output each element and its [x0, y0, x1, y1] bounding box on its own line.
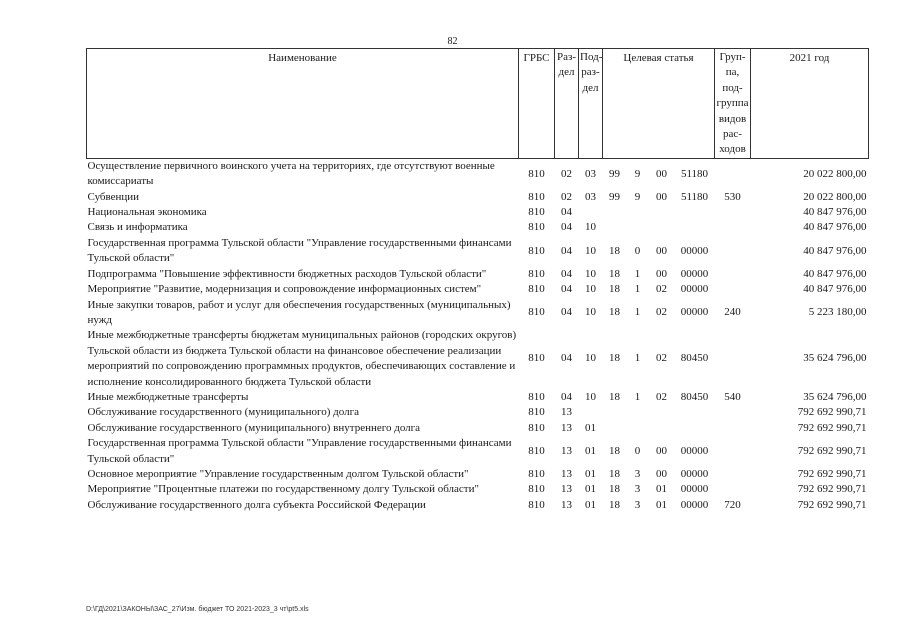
table-row — [87, 190, 869, 205]
row-target-event: 01 — [656, 483, 667, 496]
row-name: Мероприятие "Развитие, модернизация и сопровождение информационных систем" — [87, 283, 482, 296]
row-target-direction: 00000 — [680, 498, 709, 511]
row-expense-type — [715, 267, 751, 282]
table-row — [87, 498, 869, 513]
row-grbs: 810 — [528, 390, 545, 403]
header-row — [87, 49, 869, 159]
row-target-event: 02 — [656, 306, 667, 319]
row-grbs: 810 — [528, 498, 545, 511]
header-name: Наименование — [87, 49, 519, 159]
row-name: Иные межбюджетные трансферты — [87, 390, 249, 403]
row-target-event: 00 — [656, 267, 667, 280]
row-target-program: 18 — [609, 267, 620, 280]
row-podrazdel: 01 — [585, 498, 596, 511]
row-amount: 40 847 976,00 — [803, 221, 867, 234]
row-target-direction — [675, 220, 715, 235]
row-target-subprogram: 9 — [634, 190, 641, 203]
row-name: Государственная программа Тульской области "Управление государственными финансами Тульской области" — [87, 236, 512, 265]
table-row — [87, 158, 869, 189]
row-target-program: 18 — [609, 498, 620, 511]
row-target-event: 00 — [656, 244, 667, 257]
row-expense-type — [715, 282, 751, 297]
row-target-subprogram: 1 — [634, 306, 641, 319]
row-target-subprogram: 1 — [634, 283, 641, 296]
row-podrazdel — [579, 405, 603, 420]
row-amount: 792 692 990,71 — [797, 467, 867, 480]
row-grbs: 810 — [528, 221, 545, 234]
row-target-subprogram — [627, 405, 649, 420]
row-podrazdel: 10 — [585, 244, 596, 257]
row-expense-type — [715, 467, 751, 482]
row-razdel: 13 — [561, 444, 572, 457]
table-row — [87, 236, 869, 267]
row-name: Осуществление первичного воинского учета на территориях, где отсутствуют военные комиссариаты — [87, 159, 495, 188]
row-target-subprogram: 1 — [634, 267, 641, 280]
row-expense-type — [715, 158, 751, 189]
row-target-event: 02 — [656, 352, 667, 365]
row-podrazdel: 01 — [585, 467, 596, 480]
row-target-direction: 51180 — [680, 190, 709, 203]
row-target-subprogram: 1 — [634, 390, 641, 403]
row-target-subprogram: 3 — [634, 483, 641, 496]
table-row — [87, 436, 869, 467]
row-expense-type — [715, 220, 751, 235]
row-amount: 40 847 976,00 — [803, 283, 867, 296]
row-target-program: 18 — [609, 390, 620, 403]
row-amount: 792 692 990,71 — [797, 406, 867, 419]
row-name: Субвенции — [87, 190, 140, 203]
row-amount: 40 847 976,00 — [803, 267, 867, 280]
row-target-program: 18 — [609, 483, 620, 496]
row-target-subprogram: 3 — [634, 498, 641, 511]
row-razdel: 13 — [561, 483, 572, 496]
row-amount: 40 847 976,00 — [803, 244, 867, 257]
table-row — [87, 267, 869, 282]
row-name: Связь и информатика — [87, 221, 188, 234]
row-razdel: 13 — [561, 467, 572, 480]
row-grbs: 810 — [528, 244, 545, 257]
row-grbs: 810 — [528, 167, 545, 180]
row-grbs: 810 — [528, 206, 545, 219]
row-target-program — [603, 405, 627, 420]
row-target-program: 18 — [609, 306, 620, 319]
row-target-direction — [675, 205, 715, 220]
row-razdel: 04 — [561, 221, 572, 234]
row-target-direction: 00000 — [680, 267, 709, 280]
row-target-program: 99 — [609, 167, 620, 180]
header-podrazdel: Под- раз- дел — [579, 49, 603, 159]
row-target-program — [603, 205, 627, 220]
row-podrazdel: 01 — [585, 483, 596, 496]
row-target-subprogram — [627, 421, 649, 436]
row-target-direction: 80450 — [680, 352, 709, 365]
row-name: Иные закупки товаров, работ и услуг для обеспечения государственных (муниципальных) нужд — [87, 298, 511, 326]
table-row — [87, 405, 869, 420]
row-target-direction — [675, 405, 715, 420]
row-grbs: 810 — [528, 283, 545, 296]
row-target-direction: 00000 — [680, 467, 709, 480]
row-target-direction: 80450 — [680, 390, 709, 403]
row-grbs: 810 — [528, 306, 545, 319]
row-target-subprogram: 0 — [634, 444, 641, 457]
table-row — [87, 390, 869, 405]
row-expense-type — [715, 236, 751, 267]
row-podrazdel: 03 — [585, 190, 596, 203]
row-expense-type — [715, 482, 751, 497]
row-target-event: 00 — [656, 190, 667, 203]
table-row — [87, 298, 869, 329]
row-razdel: 13 — [561, 498, 572, 511]
row-amount: 35 624 796,00 — [803, 352, 867, 365]
row-razdel: 04 — [561, 206, 572, 219]
row-expense-type — [715, 205, 751, 220]
row-target-direction: 00000 — [680, 483, 709, 496]
row-target-subprogram — [627, 205, 649, 220]
row-target-program: 18 — [609, 444, 620, 457]
table-row — [87, 220, 869, 235]
row-razdel: 04 — [561, 352, 572, 365]
row-amount: 35 624 796,00 — [803, 390, 867, 403]
table-row — [87, 282, 869, 297]
row-grbs: 810 — [528, 352, 545, 365]
row-razdel: 04 — [561, 244, 572, 257]
row-target-program: 18 — [609, 244, 620, 257]
row-expense-type — [715, 421, 751, 436]
row-razdel: 04 — [561, 390, 572, 403]
row-podrazdel: 03 — [585, 167, 596, 180]
row-target-event: 00 — [656, 444, 667, 457]
row-amount: 792 692 990,71 — [797, 498, 867, 511]
row-razdel: 02 — [561, 167, 572, 180]
row-podrazdel: 10 — [585, 306, 596, 319]
page-number: 82 — [447, 36, 458, 47]
header-target: Целевая статья — [603, 49, 715, 159]
row-target-direction: 00000 — [680, 306, 709, 319]
row-amount: 20 022 800,00 — [803, 167, 867, 180]
row-target-event: 02 — [656, 390, 667, 403]
row-razdel: 04 — [561, 306, 572, 319]
row-name: Обслуживание государственного (муниципального) внутреннего долга — [87, 421, 421, 434]
row-podrazdel: 01 — [585, 421, 596, 434]
row-podrazdel — [579, 205, 603, 220]
row-name: Обслуживание государственного (муниципального) долга — [87, 406, 360, 419]
row-target-program: 18 — [609, 352, 620, 365]
table-row — [87, 205, 869, 220]
row-expense-type: 720 — [724, 498, 741, 511]
row-target-program: 18 — [609, 283, 620, 296]
header-razdel: Раз- дел — [555, 49, 579, 159]
row-target-event: 01 — [656, 498, 667, 511]
header-grbs: ГРБС — [519, 49, 555, 159]
header-vid: Груп- па, под- группа видов рас- ходов — [715, 49, 751, 159]
row-target-subprogram: 3 — [634, 467, 641, 480]
row-grbs: 810 — [528, 190, 545, 203]
header-year: 2021 год — [751, 49, 869, 159]
row-razdel: 13 — [561, 406, 572, 419]
row-amount: 5 223 180,00 — [808, 306, 867, 319]
row-target-event: 02 — [656, 283, 667, 296]
row-razdel: 04 — [561, 267, 572, 280]
budget-table — [86, 48, 869, 513]
row-expense-type: 530 — [724, 190, 741, 203]
row-razdel: 13 — [561, 421, 572, 434]
row-target-subprogram: 0 — [634, 244, 641, 257]
row-name: Государственная программа Тульской области "Управление государственными финансами Тульской области" — [87, 437, 512, 465]
row-grbs: 810 — [528, 267, 545, 280]
row-target-event — [649, 220, 675, 235]
row-name: Обслуживание государственного долга субъекта Российской Федерации — [87, 498, 426, 511]
row-target-direction: 51180 — [680, 167, 709, 180]
row-target-direction — [675, 421, 715, 436]
row-target-event — [649, 205, 675, 220]
row-target-event — [649, 421, 675, 436]
table-row — [87, 328, 869, 390]
row-target-subprogram: 9 — [634, 167, 641, 180]
table-row — [87, 467, 869, 482]
row-target-event — [649, 405, 675, 420]
row-name: Подпрограмма "Повышение эффективности бюджетных расходов Тульской области" — [87, 267, 487, 280]
row-podrazdel: 10 — [585, 390, 596, 403]
row-razdel: 02 — [561, 190, 572, 203]
row-grbs: 810 — [528, 406, 545, 419]
row-target-subprogram — [627, 220, 649, 235]
file-path-footer: D:\ГД\2021\ЗАКОНЫ\ЗАС_27\Изм. бюджет ТО 2021-2023_3 чт\pt5.xls — [86, 606, 309, 613]
row-expense-type — [715, 436, 751, 467]
row-target-direction: 00000 — [680, 283, 709, 296]
row-name: Основное мероприятие "Управление государственным долгом Тульской области" — [87, 467, 469, 480]
row-grbs: 810 — [528, 421, 545, 434]
row-target-program — [603, 421, 627, 436]
row-target-subprogram: 1 — [634, 352, 641, 365]
row-expense-type: 540 — [724, 390, 741, 403]
row-expense-type — [715, 328, 751, 390]
row-amount: 792 692 990,71 — [797, 444, 867, 457]
row-expense-type — [715, 405, 751, 420]
row-amount: 792 692 990,71 — [797, 483, 867, 496]
row-amount: 20 022 800,00 — [803, 190, 867, 203]
row-podrazdel: 10 — [585, 283, 596, 296]
row-target-direction: 00000 — [680, 444, 709, 457]
row-razdel: 04 — [561, 283, 572, 296]
row-expense-type: 240 — [724, 306, 741, 319]
row-podrazdel: 01 — [585, 444, 596, 457]
table-row — [87, 421, 869, 436]
row-name: Иные межбюджетные трансферты бюджетам муниципальных районов (городских округов) Тульской области из бюджета Тульской области на финансовое обеспечение реализации мероприятий по сопровождению программных продуктов, обеспечивающих составление и исполнение консолидированного бюджета Тульской области — [87, 329, 517, 388]
row-target-event: 00 — [656, 167, 667, 180]
row-target-direction: 00000 — [680, 244, 709, 257]
row-name: Национальная экономика — [87, 206, 207, 219]
row-amount: 792 692 990,71 — [797, 421, 867, 434]
row-target-program — [603, 220, 627, 235]
row-grbs: 810 — [528, 483, 545, 496]
row-podrazdel: 10 — [585, 221, 596, 234]
row-podrazdel: 10 — [585, 267, 596, 280]
row-grbs: 810 — [528, 444, 545, 457]
row-grbs: 810 — [528, 467, 545, 480]
row-podrazdel: 10 — [585, 352, 596, 365]
row-amount: 40 847 976,00 — [803, 206, 867, 219]
row-target-program: 18 — [609, 467, 620, 480]
table-row — [87, 482, 869, 497]
row-name: Мероприятие "Процентные платежи по государственному долгу Тульской области" — [87, 483, 479, 496]
row-target-program: 99 — [609, 190, 620, 203]
row-target-event: 00 — [656, 467, 667, 480]
